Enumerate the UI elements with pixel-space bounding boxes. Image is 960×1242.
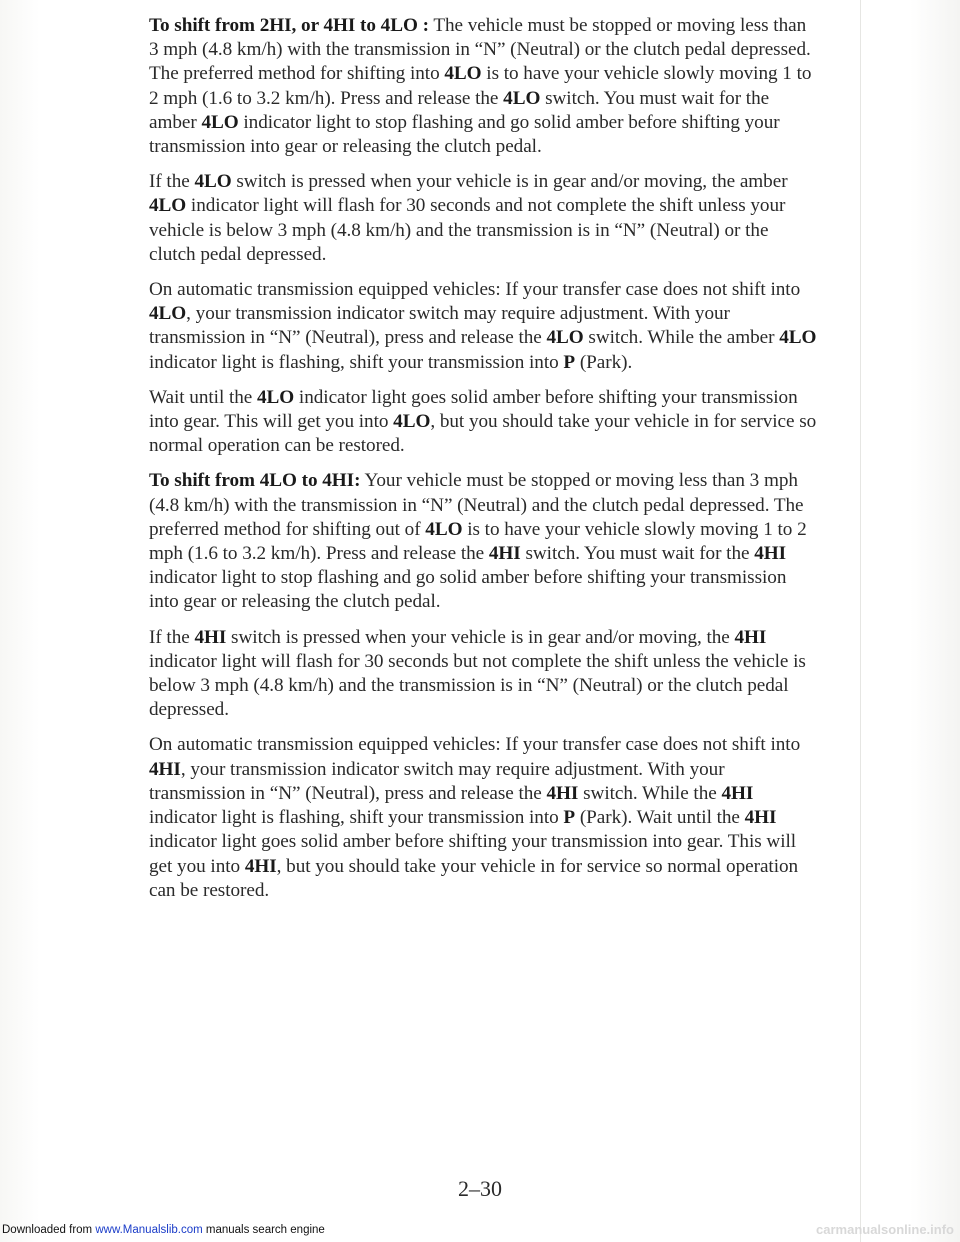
bold-term: 4LO (546, 327, 584, 349)
bold-term: To shift from 2HI, or 4HI to 4LO : (149, 15, 429, 36)
bold-term: 4HI (488, 543, 521, 565)
bold-term: P (563, 807, 576, 829)
text-run: switch. While the (578, 782, 722, 804)
paragraph (149, 170, 817, 267)
watermark-prefix: Downloaded from (2, 1224, 96, 1236)
bold-term: 4LO (149, 303, 187, 325)
body-text (149, 14, 817, 914)
bold-term: 4LO (149, 195, 187, 217)
paragraph (149, 14, 817, 159)
text-run: is to have your vehicle slowly moving 1 to 2 mph (1.6 to 3.2 km/h). Press and release the (149, 518, 807, 565)
page-number: 2–30 (458, 1176, 502, 1201)
bold-term: 4HI (734, 626, 767, 648)
paragraph (149, 386, 817, 459)
bold-term: 4HI (244, 855, 277, 877)
text-run: switch. You must wait for the (520, 543, 755, 565)
bold-term: 4LO (194, 171, 232, 193)
text-run: indicator light goes solid amber before shifting your transmission into gear. This will get you into (149, 831, 797, 877)
paragraph (149, 626, 817, 723)
text-run: , your transmission indicator switch may require adjustment. With your transmission in “N” (Neutral), press and release the (149, 303, 730, 349)
text-run: , your transmission indicator switch may require adjustment. With your transmission in “N” (Neutral), press and release the (149, 758, 725, 804)
bold-term: 4LO (393, 411, 431, 433)
site-watermark: carmanualsonline.info (816, 1222, 954, 1237)
bold-term: 4HI (744, 807, 777, 829)
text-run: indicator light is flashing, shift your transmission into (149, 807, 564, 829)
text-run: indicator light is flashing, shift your transmission into (149, 351, 564, 373)
bold-term: 4LO (257, 386, 295, 408)
bold-term: 4LO (425, 518, 463, 540)
text-run: indicator light will flash for 30 seconds but not complete the shift unless the vehicle is below 3 mph (4.8 km/h) and the transmission is in “N” (Neutral) or the clutch pedal depressed. (149, 650, 806, 721)
bold-term: 4HI (149, 758, 181, 780)
bold-term: 4HI (194, 626, 227, 648)
text-run: switch is pressed when your vehicle is in gear and/or moving, the amber (231, 171, 788, 193)
text-run: If the (149, 626, 195, 648)
paragraph (149, 278, 817, 375)
paragraph (149, 733, 817, 902)
text-run: indicator light goes solid amber before shifting your transmission into gear. This will get you into (149, 386, 798, 433)
text-run: (Park). Wait until the (575, 807, 745, 829)
text-run: Your vehicle must be stopped or moving less than 3 mph (4.8 km/h) with the transmission in “N” (Neutral) and the clutch pedal depressed. The preferred method for shifting out of (149, 470, 804, 540)
bold-term: 4LO (779, 327, 817, 349)
bold-term: P (563, 351, 576, 373)
bold-term: 4HI (754, 543, 787, 565)
text-run: Wait until the (149, 386, 258, 408)
text-run: switch. You must wait for the amber (149, 87, 770, 133)
text-run: indicator light to stop flashing and go solid amber before shifting your transmission into gear or releasing the clutch pedal. (149, 567, 787, 613)
paragraph (149, 469, 817, 614)
bold-term: 4HI (546, 782, 579, 804)
bold-term: 4LO (444, 63, 482, 85)
page-edge-line (860, 0, 861, 1242)
manualslib-link[interactable]: www.Manualslib.com (95, 1224, 203, 1236)
bold-term: To shift from 4LO to 4HI: (149, 470, 361, 492)
text-run: , but you should take your vehicle in for service so normal operation can be restored. (149, 855, 799, 901)
text-run: The vehicle must be stopped or moving less than 3 mph (4.8 km/h) with the transmission in “N” (Neutral) or the clutch pedal depressed. The preferred method for shifting into (149, 15, 811, 85)
text-run: (Park). (575, 351, 633, 373)
download-watermark (0, 1224, 562, 1236)
text-run: switch is pressed when your vehicle is in gear and/or moving, the (226, 626, 735, 648)
text-run: indicator light to stop flashing and go solid amber before shifting your transmission into gear or releasing the clutch pedal. (149, 111, 780, 158)
bold-term: 4LO (201, 111, 239, 133)
text-run: , but you should take your vehicle in for service so normal operation can be restored. (149, 411, 817, 457)
bold-term: 4HI (721, 782, 754, 804)
text-run: switch. While the amber (583, 327, 780, 349)
text-run: If the (149, 171, 195, 193)
text-run: is to have your vehicle slowly moving 1 to 2 mph (1.6 to 3.2 km/h). Press and release the (149, 63, 812, 109)
watermark-suffix: manuals search engine (202, 1224, 325, 1236)
text-run: On automatic transmission equipped vehicles: If your transfer case does not shift into (149, 279, 801, 301)
text-run: indicator light will flash for 30 seconds and not complete the shift unless your vehicle is below 3 mph (4.8 km/h) and the transmission is in “N” (Neutral) or the clutch pedal depressed. (149, 195, 786, 265)
text-run: On automatic transmission equipped vehicles: If your transfer case does not shift into (149, 734, 801, 756)
bold-term: 4LO (503, 87, 541, 109)
